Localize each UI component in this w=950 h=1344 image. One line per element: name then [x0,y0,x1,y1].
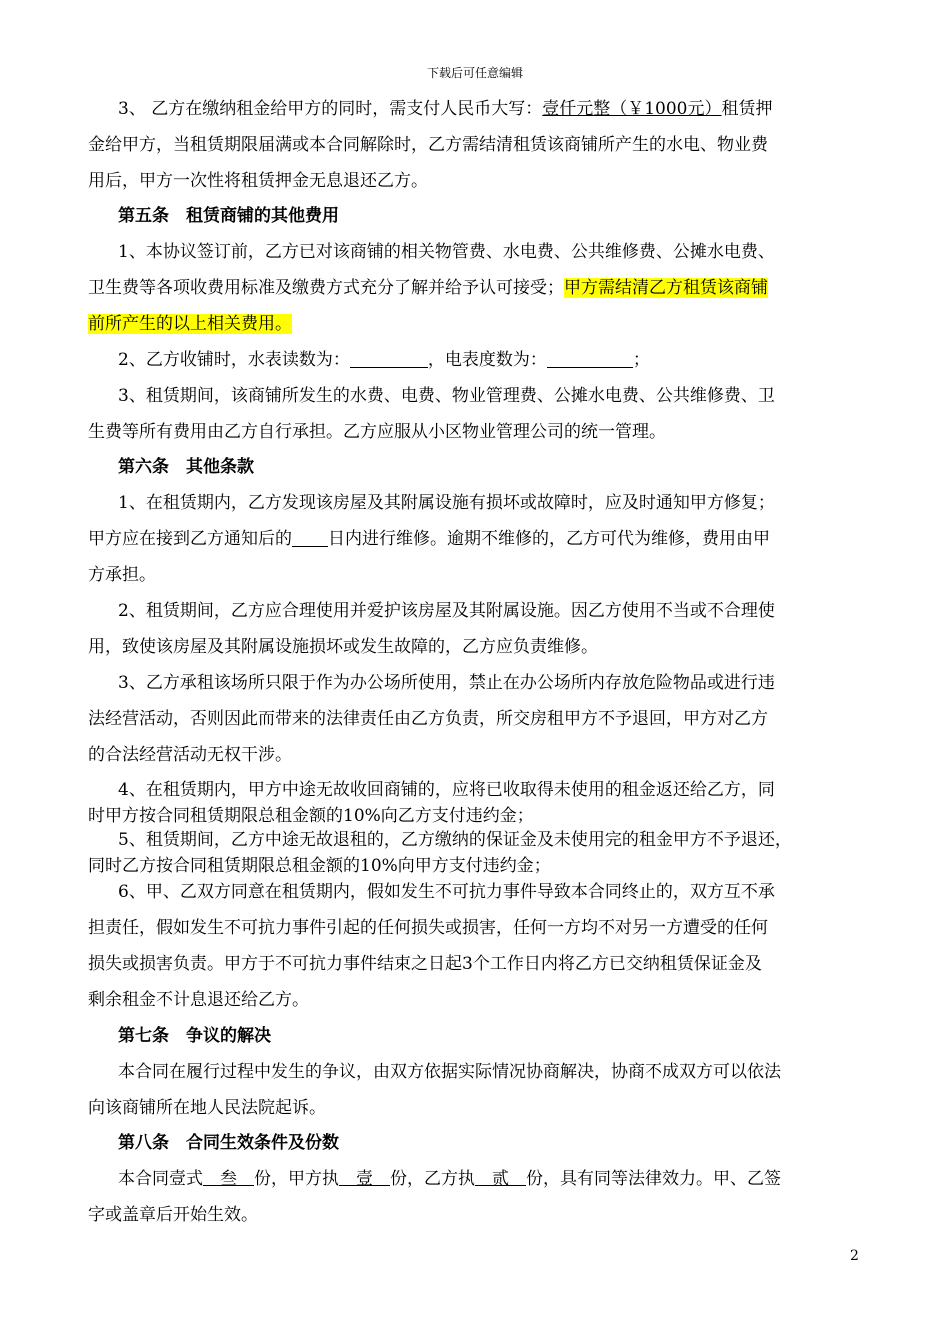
paragraph-line: 方承担。 [88,565,156,585]
copies-party-b: 贰 [475,1169,526,1189]
paragraph-line [88,277,864,299]
text: 份，具有同等法律效力。甲、乙签 [526,1169,781,1189]
page-number: 2 [850,1248,859,1264]
article-8-heading: 第八条 合同生效条件及份数 [118,1133,339,1153]
article-7-heading: 第七条 争议的解决 [118,1026,271,1046]
article-5-heading: 第五条 租赁商铺的其他费用 [118,206,339,226]
water-meter-blank [350,351,428,368]
paragraph-line [88,528,864,550]
paragraph-line: 同时乙方按合同租赁期限总租金额的10%向甲方支付违约金； [88,856,551,876]
paragraph-line: 时甲方按合同租赁期限总租金额的10%向乙方支付违约金； [88,806,534,826]
paragraph-line: 3、乙方承租该场所只限于作为办公场所使用，禁止在办公场所内存放危险物品或进行违 [118,673,775,693]
paragraph-line: 字或盖章后开始生效。 [88,1205,258,1225]
article-6-heading: 第六条 其他条款 [118,457,254,477]
highlighted-text: 前所产生的以上相关费用。 [88,314,292,334]
paragraph-line: 生费等所有费用由乙方自行承担。乙方应服从小区物业管理公司的统一管理。 [88,422,666,442]
page-header: 下载后可任意编辑 [426,66,523,80]
paragraph-line: 5、租赁期间，乙方中途无故退租的，乙方缴纳的保证金及未使用完的租金甲方不予退还， [118,830,792,850]
text: 卫生费等各项收费用标准及缴费方式充分了解并给予认可接受； [88,278,564,298]
text: 2、乙方收铺时，水表读数为： [118,350,350,370]
paragraph-line: 2、租赁期间，乙方应合理使用并爱护该房屋及其附属设施。因乙方使用不当或不合理使 [118,601,775,621]
paragraph-line: 本合同在履行过程中发生的争议，由双方依据实际情况协商解决，协商不成双方可以依法 [118,1062,781,1082]
paragraph-line: 担责任，假如发生不可抗力事件引起的任何损失或损害，任何一方均不对另一方遭受的任何 [88,918,768,938]
text: 租赁押 [721,99,773,119]
paragraph-line: 损失或损害负责。甲方于不可抗力事件结束之日起3个工作日内将乙方已交纳租赁保证金及 [88,954,762,974]
paragraph-line [88,313,864,335]
paragraph-line [118,1168,864,1190]
paragraph-line: 用后，甲方一次性将租赁押金无息退还乙方。 [88,171,428,191]
paragraph-line: 3、租赁期间，该商铺所发生的水费、电费、物业管理费、公摊水电费、公共维修费、卫 [118,386,775,406]
paragraph-line: 6、甲、乙双方同意在租赁期内，假如发生不可抗力事件导致本合同终止的，双方互不承 [118,882,775,902]
paragraph-line: 1、本协议签订前，乙方已对该商铺的相关物管费、水电费、公共维修费、公摊水电费、 [118,242,775,262]
paragraph-line: 法经营活动，否则因此而带来的法律责任由乙方负责，所交房租甲方不予退回，甲方对乙方 [88,709,768,729]
text: 份，甲方执 [254,1169,339,1189]
text: 日内进行维修。逾期不维修的，乙方可代为维修，费用由甲 [328,529,770,549]
text: 份，乙方执 [390,1169,475,1189]
text: ，电表度数为： [427,350,547,370]
text: ； [632,350,650,370]
text: 本合同壹式 [118,1169,203,1189]
paragraph-line: 的合法经营活动无权干涉。 [88,745,292,765]
paragraph-line: 向该商铺所在地人民法院起诉。 [88,1098,326,1118]
paragraph-line: 剩余租金不计息退还给乙方。 [88,990,309,1010]
deposit-amount: 壹仟元整（￥1000元） [542,99,722,119]
highlighted-text: 甲方需结清乙方租赁该商铺 [564,278,768,298]
paragraph-line: 金给甲方，当租赁期限届满或本合同解除时，乙方需结清租赁该商铺所产生的水电、物业费 [88,135,768,155]
copies-total: 叁 [203,1169,254,1189]
days-blank [292,530,328,547]
paragraph-line [118,98,864,120]
paragraph-line: 1、在租赁期内，乙方发现该房屋及其附属设施有损坏或故障时，应及时通知甲方修复； [118,493,775,513]
copies-party-a: 壹 [339,1169,390,1189]
paragraph-line [118,349,864,371]
electric-meter-blank [547,351,633,368]
text: 3、 乙方在缴纳租金给甲方的同时，需支付人民币大写： [118,99,543,119]
paragraph-line: 用，致使该房屋及其附属设施损坏或发生故障的，乙方应负责维修。 [88,637,598,657]
paragraph-line: 4、在租赁期内，甲方中途无故收回商铺的，应将已收取得未使用的租金返还给乙方，同 [118,780,775,800]
text: 甲方应在接到乙方通知后的 [88,529,292,549]
